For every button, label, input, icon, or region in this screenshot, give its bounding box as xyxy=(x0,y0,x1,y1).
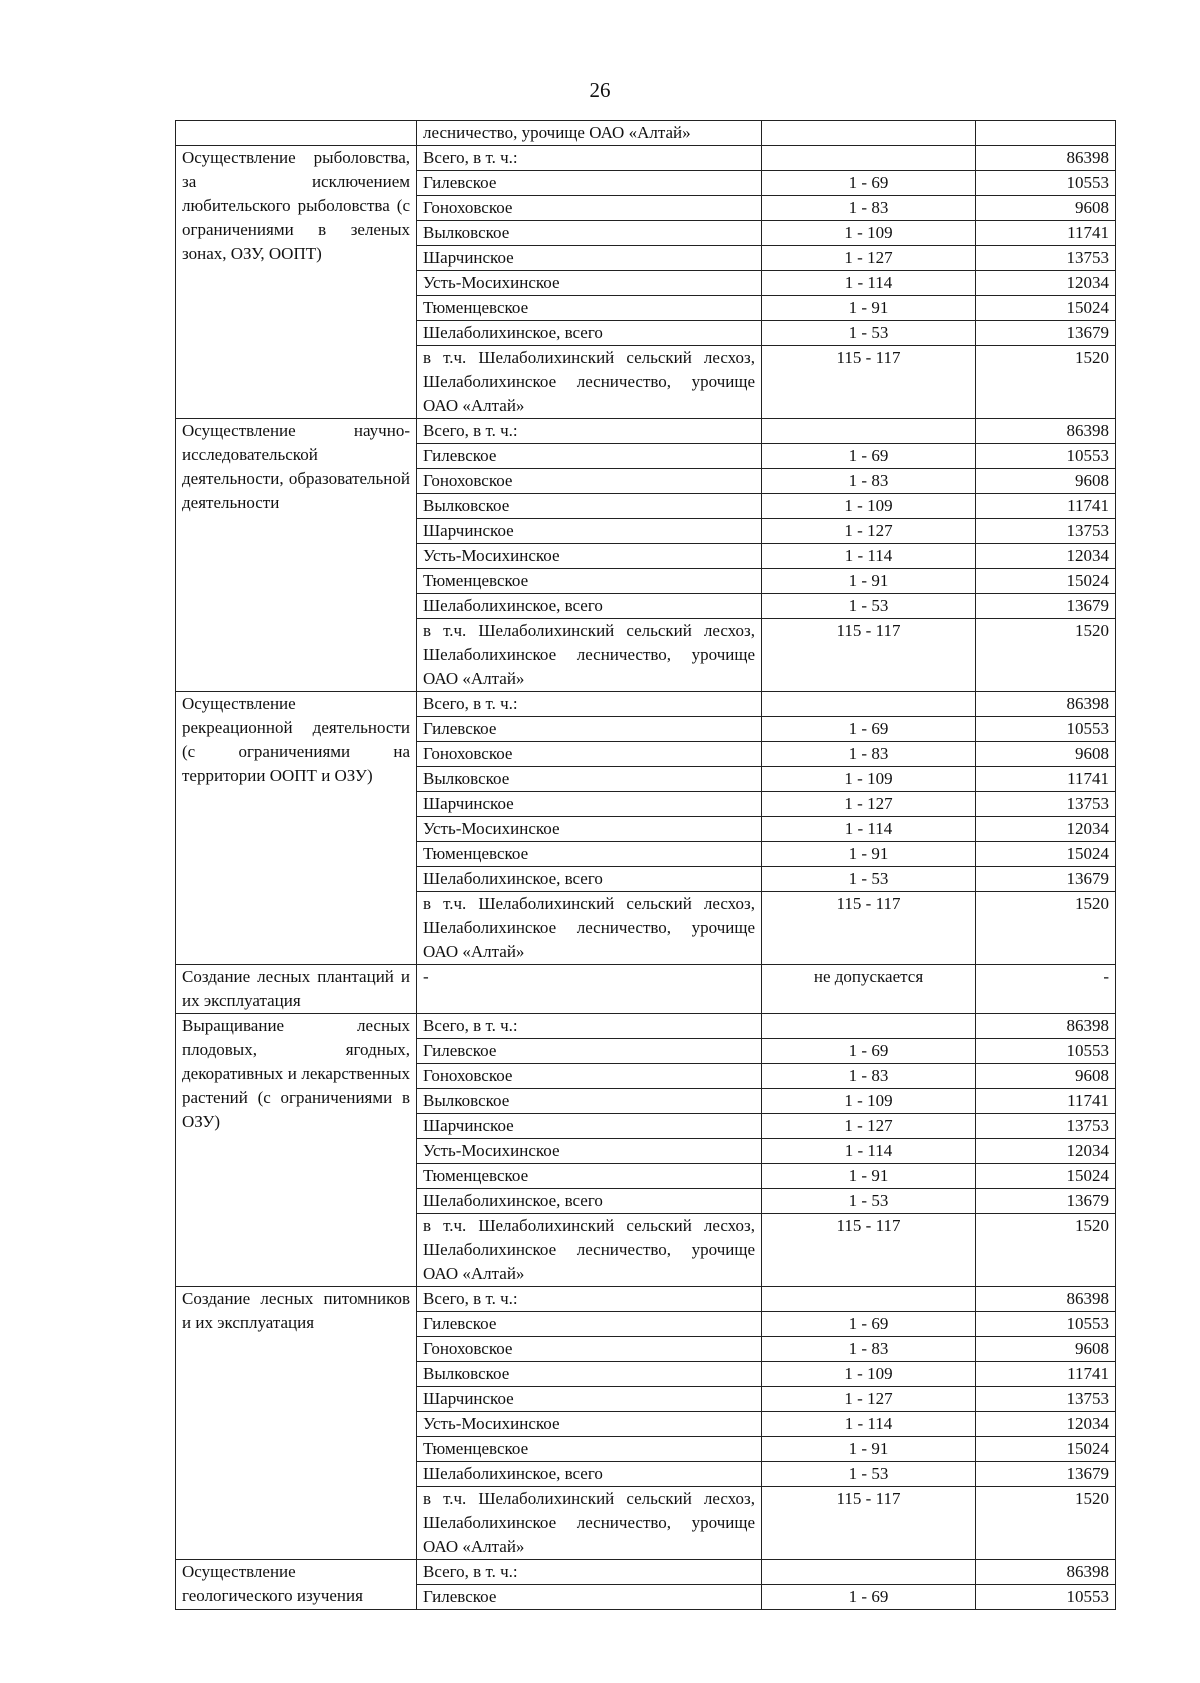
quarters-cell: 1 - 127 xyxy=(762,1387,976,1412)
area-cell: 1520 xyxy=(976,892,1116,965)
forestry-cell: Тюменцевское xyxy=(417,1164,762,1189)
forestry-cell: Шелаболихинское, всего xyxy=(417,867,762,892)
quarters-cell: 1 - 91 xyxy=(762,1437,976,1462)
quarters-cell xyxy=(762,419,976,444)
quarters-cell: 1 - 53 xyxy=(762,594,976,619)
forestry-cell: Вылковское xyxy=(417,494,762,519)
forestry-cell: Шелаболихинское, всего xyxy=(417,321,762,346)
table-row xyxy=(176,121,1116,146)
area-cell: 15024 xyxy=(976,1437,1116,1462)
table-row xyxy=(176,1014,1116,1039)
area-cell: 13679 xyxy=(976,321,1116,346)
quarters-cell: 1 - 109 xyxy=(762,1362,976,1387)
area-cell: 11741 xyxy=(976,1362,1116,1387)
quarters-cell: 1 - 109 xyxy=(762,1089,976,1114)
table-row xyxy=(176,965,1116,1014)
quarters-cell: 1 - 69 xyxy=(762,1039,976,1064)
forestry-cell: Шарчинское xyxy=(417,519,762,544)
table-row xyxy=(176,1560,1116,1585)
area-cell: 9608 xyxy=(976,196,1116,221)
quarters-cell: 1 - 69 xyxy=(762,717,976,742)
area-cell: 15024 xyxy=(976,842,1116,867)
page-number: 26 xyxy=(589,78,611,102)
activity-cell: Создание лесных питомников и их эксплуатация xyxy=(176,1287,417,1560)
forestry-cell: Всего, в т. ч.: xyxy=(417,1287,762,1312)
area-cell: 13753 xyxy=(976,519,1116,544)
forestry-cell: в т.ч. Шелаболихинский сельский лесхоз, Шелаболихинское лесничество, урочище ОАО «Алтай» xyxy=(417,619,762,692)
quarters-cell: 1 - 127 xyxy=(762,792,976,817)
quarters-cell: 115 - 117 xyxy=(762,892,976,965)
table-body xyxy=(176,121,1116,1610)
area-cell: 15024 xyxy=(976,1164,1116,1189)
area-cell: 10553 xyxy=(976,1585,1116,1610)
area-cell: 11741 xyxy=(976,494,1116,519)
forestry-cell: Вылковское xyxy=(417,221,762,246)
forestry-cell: Шарчинское xyxy=(417,1114,762,1139)
quarters-cell: 1 - 69 xyxy=(762,1312,976,1337)
quarters-cell xyxy=(762,146,976,171)
area-cell: 10553 xyxy=(976,717,1116,742)
area-cell: 13679 xyxy=(976,594,1116,619)
area-cell: 9608 xyxy=(976,742,1116,767)
forestry-cell: Шарчинское xyxy=(417,246,762,271)
quarters-cell: 1 - 69 xyxy=(762,1585,976,1610)
forestry-cell: Гоноховское xyxy=(417,1337,762,1362)
forestry-cell: в т.ч. Шелаболихинский сельский лесхоз, Шелаболихинское лесничество, урочище ОАО «Алтай» xyxy=(417,1214,762,1287)
forestry-cell: - xyxy=(417,965,762,1014)
activity-cell: Выращивание лесных плодовых, ягодных, декоративных и лекарственных растений (с ограничениями в ОЗУ) xyxy=(176,1014,417,1287)
area-cell: 12034 xyxy=(976,1139,1116,1164)
quarters-cell xyxy=(762,1287,976,1312)
quarters-cell: 1 - 69 xyxy=(762,171,976,196)
quarters-cell: 1 - 114 xyxy=(762,271,976,296)
forestry-cell: Всего, в т. ч.: xyxy=(417,146,762,171)
forestry-cell: Гилевское xyxy=(417,1039,762,1064)
forestry-cell: Вылковское xyxy=(417,767,762,792)
forestry-cell: Гилевское xyxy=(417,717,762,742)
area-cell: 1520 xyxy=(976,1214,1116,1287)
table-row xyxy=(176,419,1116,444)
quarters-cell: 1 - 91 xyxy=(762,1164,976,1189)
forestry-cell: Усть-Мосихинское xyxy=(417,544,762,569)
area-cell: 1520 xyxy=(976,619,1116,692)
forestry-cell: Гилевское xyxy=(417,1312,762,1337)
area-cell: - xyxy=(976,965,1116,1014)
area-cell: 86398 xyxy=(976,1287,1116,1312)
table-row xyxy=(176,1287,1116,1312)
quarters-cell: 1 - 69 xyxy=(762,444,976,469)
activity-cell: Осуществление геологического изучения xyxy=(176,1560,417,1610)
activity-cell: Осуществление рыболовства, за исключением любительского рыболовства (с ограничениями в зеленых зонах, ОЗУ, ООПТ) xyxy=(176,146,417,419)
forestry-cell: Тюменцевское xyxy=(417,296,762,321)
area-cell: 13753 xyxy=(976,792,1116,817)
forestry-cell: Всего, в т. ч.: xyxy=(417,419,762,444)
area-cell: 11741 xyxy=(976,1089,1116,1114)
table-row xyxy=(176,146,1116,171)
quarters-cell xyxy=(762,121,976,146)
forest-use-table xyxy=(175,120,1116,1610)
quarters-cell: 1 - 109 xyxy=(762,767,976,792)
area-cell: 13679 xyxy=(976,867,1116,892)
quarters-cell: 1 - 114 xyxy=(762,817,976,842)
forestry-cell: Вылковское xyxy=(417,1089,762,1114)
quarters-cell: 115 - 117 xyxy=(762,1214,976,1287)
forestry-cell: в т.ч. Шелаболихинский сельский лесхоз, Шелаболихинское лесничество, урочище ОАО «Алтай» xyxy=(417,1487,762,1560)
forestry-cell: Гоноховское xyxy=(417,196,762,221)
quarters-cell: 1 - 53 xyxy=(762,1189,976,1214)
quarters-cell: 1 - 83 xyxy=(762,1337,976,1362)
quarters-cell: 1 - 127 xyxy=(762,246,976,271)
area-cell: 13753 xyxy=(976,1114,1116,1139)
area-cell: 13753 xyxy=(976,246,1116,271)
forestry-cell: в т.ч. Шелаболихинский сельский лесхоз, Шелаболихинское лесничество, урочище ОАО «Алтай» xyxy=(417,892,762,965)
quarters-cell: 115 - 117 xyxy=(762,619,976,692)
forestry-cell: Гоноховское xyxy=(417,1064,762,1089)
area-cell: 9608 xyxy=(976,469,1116,494)
quarters-cell: 1 - 83 xyxy=(762,742,976,767)
forestry-cell: Усть-Мосихинское xyxy=(417,817,762,842)
forestry-cell: Шелаболихинское, всего xyxy=(417,1189,762,1214)
quarters-cell: 1 - 127 xyxy=(762,1114,976,1139)
quarters-cell: 1 - 83 xyxy=(762,1064,976,1089)
forestry-cell: Гоноховское xyxy=(417,469,762,494)
quarters-cell: 115 - 117 xyxy=(762,346,976,419)
forestry-cell: Всего, в т. ч.: xyxy=(417,1014,762,1039)
quarters-cell xyxy=(762,1014,976,1039)
activity-cell: Осуществление научно-исследовательской деятельности, образовательной деятельности xyxy=(176,419,417,692)
area-cell: 12034 xyxy=(976,271,1116,296)
forestry-cell: Шарчинское xyxy=(417,1387,762,1412)
quarters-cell: 1 - 91 xyxy=(762,842,976,867)
quarters-cell: 1 - 83 xyxy=(762,196,976,221)
area-cell: 13679 xyxy=(976,1189,1116,1214)
quarters-cell xyxy=(762,692,976,717)
area-cell: 13679 xyxy=(976,1462,1116,1487)
forestry-cell: Шелаболихинское, всего xyxy=(417,594,762,619)
quarters-cell: 1 - 109 xyxy=(762,494,976,519)
quarters-cell: 115 - 117 xyxy=(762,1487,976,1560)
area-cell: 1520 xyxy=(976,346,1116,419)
forestry-cell: Гилевское xyxy=(417,444,762,469)
quarters-cell: 1 - 109 xyxy=(762,221,976,246)
area-cell: 12034 xyxy=(976,817,1116,842)
forestry-cell: лесничество, урочище ОАО «Алтай» xyxy=(417,121,762,146)
area-cell: 15024 xyxy=(976,296,1116,321)
area-cell: 9608 xyxy=(976,1064,1116,1089)
forestry-cell: Гилевское xyxy=(417,171,762,196)
area-cell: 86398 xyxy=(976,1560,1116,1585)
area-cell: 12034 xyxy=(976,1412,1116,1437)
forestry-cell: Гоноховское xyxy=(417,742,762,767)
forestry-cell: Всего, в т. ч.: xyxy=(417,1560,762,1585)
activity-cell xyxy=(176,121,417,146)
quarters-cell: 1 - 83 xyxy=(762,469,976,494)
forestry-cell: Шелаболихинское, всего xyxy=(417,1462,762,1487)
area-cell: 1520 xyxy=(976,1487,1116,1560)
area-cell: 15024 xyxy=(976,569,1116,594)
forestry-cell: в т.ч. Шелаболихинский сельский лесхоз, Шелаболихинское лесничество, урочище ОАО «Алтай» xyxy=(417,346,762,419)
activity-cell: Осуществление рекреационной деятельности (с ограничениями на территории ООПТ и ОЗУ) xyxy=(176,692,417,965)
area-cell: 10553 xyxy=(976,444,1116,469)
quarters-cell: 1 - 127 xyxy=(762,519,976,544)
forestry-cell: Всего, в т. ч.: xyxy=(417,692,762,717)
area-cell xyxy=(976,121,1116,146)
quarters-cell: 1 - 91 xyxy=(762,296,976,321)
quarters-cell: 1 - 114 xyxy=(762,1412,976,1437)
quarters-cell: 1 - 114 xyxy=(762,544,976,569)
forestry-cell: Тюменцевское xyxy=(417,569,762,594)
quarters-cell: 1 - 91 xyxy=(762,569,976,594)
area-cell: 9608 xyxy=(976,1337,1116,1362)
forestry-cell: Тюменцевское xyxy=(417,1437,762,1462)
area-cell: 13753 xyxy=(976,1387,1116,1412)
area-cell: 10553 xyxy=(976,1039,1116,1064)
area-cell: 86398 xyxy=(976,692,1116,717)
forestry-cell: Усть-Мосихинское xyxy=(417,1139,762,1164)
forestry-cell: Усть-Мосихинское xyxy=(417,271,762,296)
quarters-cell xyxy=(762,1560,976,1585)
area-cell: 10553 xyxy=(976,171,1116,196)
quarters-cell: 1 - 53 xyxy=(762,1462,976,1487)
area-cell: 86398 xyxy=(976,146,1116,171)
area-cell: 86398 xyxy=(976,419,1116,444)
area-cell: 10553 xyxy=(976,1312,1116,1337)
area-cell: 12034 xyxy=(976,544,1116,569)
area-cell: 11741 xyxy=(976,767,1116,792)
forestry-cell: Гилевское xyxy=(417,1585,762,1610)
quarters-cell: 1 - 53 xyxy=(762,321,976,346)
forestry-cell: Тюменцевское xyxy=(417,842,762,867)
quarters-cell: не допускается xyxy=(762,965,976,1014)
table-row xyxy=(176,692,1116,717)
forestry-cell: Усть-Мосихинское xyxy=(417,1412,762,1437)
area-cell: 86398 xyxy=(976,1014,1116,1039)
activity-cell: Создание лесных плантаций и их эксплуатация xyxy=(176,965,417,1014)
forestry-cell: Вылковское xyxy=(417,1362,762,1387)
area-cell: 11741 xyxy=(976,221,1116,246)
quarters-cell: 1 - 53 xyxy=(762,867,976,892)
quarters-cell: 1 - 114 xyxy=(762,1139,976,1164)
forestry-cell: Шарчинское xyxy=(417,792,762,817)
